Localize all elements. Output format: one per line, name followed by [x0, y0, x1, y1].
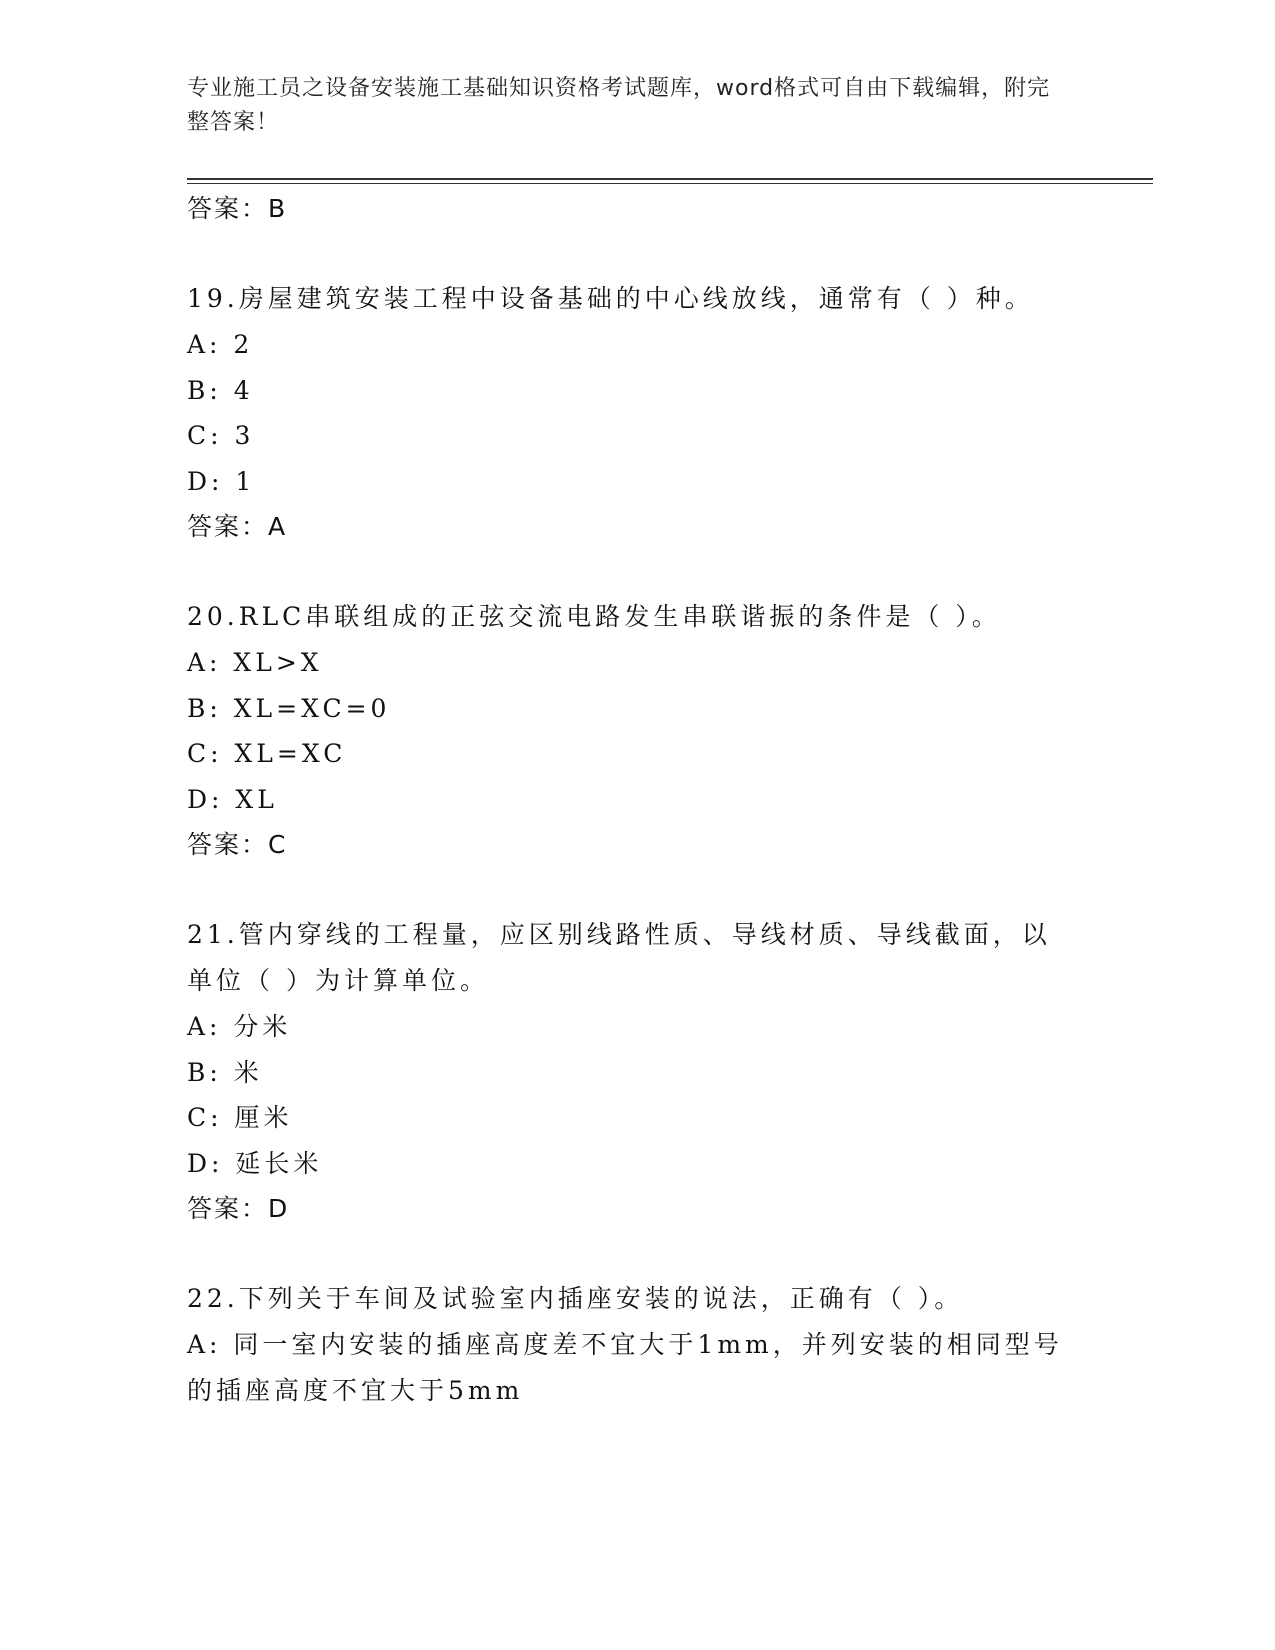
question-stem: 20.RLC串联组成的正弦交流电路发生串联谐振的条件是（ ）。: [187, 602, 1001, 631]
answer-line: 答案：A: [187, 512, 288, 541]
option-b: B: XL=XC=0: [187, 693, 391, 723]
option-a: A: 同一室内安装的插座高度差不宜大于1mm，并列安装的相同型号的插座高度不宜大于5mm: [187, 1330, 1063, 1405]
option-d: D: 1: [187, 466, 256, 496]
question-22: [187, 1276, 1087, 1413]
option-d: D: XL: [187, 784, 278, 814]
question-19: [187, 276, 1087, 550]
question-stem: 19.房屋建筑安装工程中设备基础的中心线放线，通常有（ ）种。: [187, 284, 1034, 313]
header-divider-thick: [187, 178, 1153, 180]
answer-line: 答案：B: [187, 194, 288, 223]
option-c: C: XL=XC: [187, 739, 347, 768]
question-stem: 22.下列关于车间及试验室内插座安装的说法，正确有（ ）。: [187, 1284, 964, 1313]
option-b: B: 米: [187, 1057, 263, 1087]
answer-line: 答案：C: [187, 830, 288, 859]
option-a: A: 分米: [187, 1012, 292, 1041]
document-header: 专业施工员之设备安装施工基础知识资格考试题库，word格式可自由下载编辑，附完整答案！: [187, 76, 1051, 135]
answer-line: 答案：D: [187, 1194, 290, 1223]
header-divider-thin: [187, 183, 1153, 184]
option-b: B: 4: [187, 375, 254, 405]
question-20: [187, 594, 1087, 868]
question-list: [187, 186, 1087, 1413]
option-d: D: 延长米: [187, 1148, 323, 1178]
option-a: A: XL>X: [187, 648, 323, 677]
question-21: [187, 912, 1087, 1232]
question-stem: 21.管内穿线的工程量，应区别线路性质、导线材质、导线截面，以单位（ ）为计算单位。: [187, 920, 1051, 995]
option-a: A: 2: [187, 330, 254, 359]
option-c: C: 3: [187, 421, 255, 450]
option-c: C: 厘米: [187, 1103, 293, 1132]
